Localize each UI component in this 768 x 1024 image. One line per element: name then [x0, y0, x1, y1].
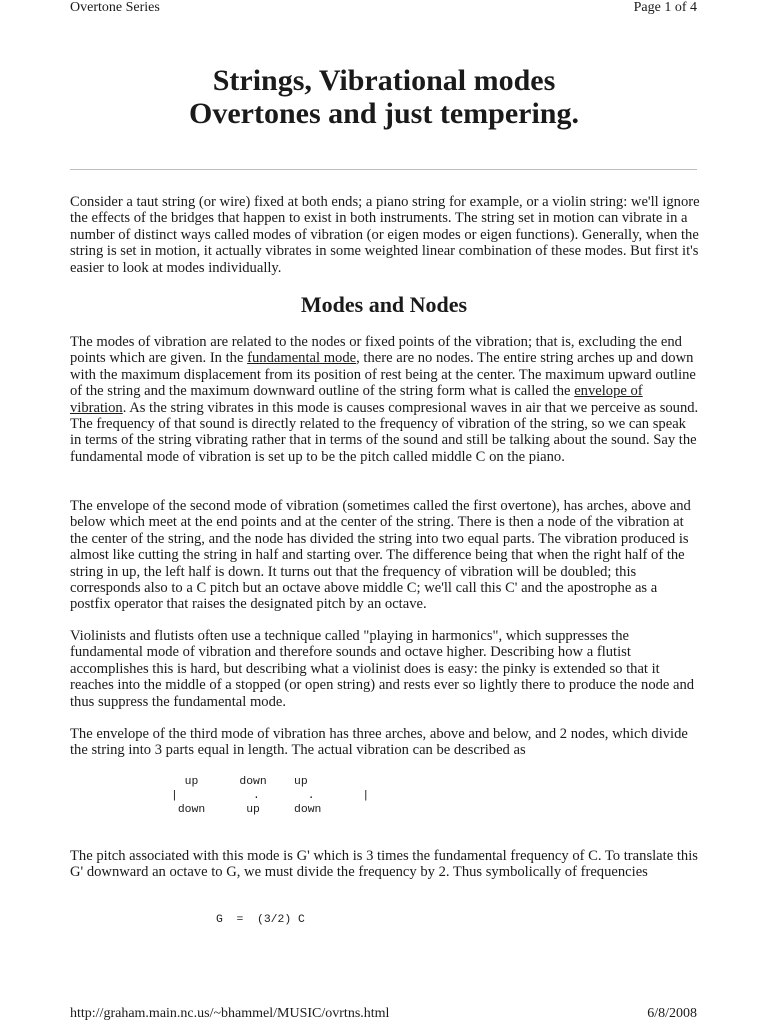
diagram-line-up: up down up	[171, 776, 308, 788]
fundamental-mode-link[interactable]: fundamental mode	[247, 350, 357, 367]
modes-text-c: . As the string vibrates in this mode is causes compresional waves in air that we perceive as sound. The frequency of that sound is directly related to the frequency of vibration of the string, so we can speak in terms of the string vibrating rather that in terms of the sound and still be talking about the sound. Say the fundamental mode of vibration is set up to be the pitch called middle C on the piano.	[70, 399, 699, 465]
modes-text-a: The modes of vibration are related to the nodes or fixed points of the vibration; that is, excluding the end points which are given. In the	[70, 334, 682, 367]
print-date: 6/8/2008	[647, 1006, 697, 1021]
diagram-line-string: | . . |	[171, 790, 370, 802]
envelope-of-vibration-link[interactable]: envelope of vibration	[70, 383, 643, 416]
modes-text-b: , there are no nodes. The entire string arches up and down with the maximum displacement from its position of rest being at the center. The maximum upward outline of the string and the maximum downward outline of the string form what is called the	[70, 350, 696, 400]
horizontal-divider	[70, 169, 697, 170]
title-line-1: Strings, Vibrational modes	[212, 64, 556, 97]
second-mode-paragraph: The envelope of the second mode of vibration (sometimes called the first overtone), has arches, above and below which meet at the end points and at the center of the string. There is then a node of the vibration at the center of the string, and the node has divided the string into two equal parts. The vibration produced is almost like cutting the string in half and starting over. The difference being that when the right half of the string in up, the left half is down. It turns out that the frequency of vibration will be doubled; this corresponds also to a C pitch but an octave above middle C; we'll call this C' and the apostrophe as a postfix operator that raises the designated pitch by an octave.	[70, 498, 691, 613]
document-title	[0, 64, 768, 130]
harmonics-paragraph: Violinists and flutists often use a technique called "playing in harmonics", which suppresses the fundamental mode of vibration and therefore sounds and octave higher. Describing how a flutist accomplishes this is hard, but describing what a violinist does is easy: the pinky is extended so that it reaches into the middle of a stopped (or open string) and rests ever so lightly there to produce the node and thus suppress the fundamental mode.	[70, 628, 695, 710]
title-line-2: Overtones and just tempering.	[189, 97, 579, 130]
frequency-formula: G = (3/2) C	[216, 914, 305, 926]
page-number: Page 1 of 4	[633, 0, 697, 15]
third-mode-paragraph: The envelope of the third mode of vibration has three arches, above and below, and 2 nodes, which divide the string into 3 parts equal in length. The actual vibration can be described as	[70, 726, 688, 759]
page-header-title: Overtone Series	[70, 0, 160, 15]
modes-paragraph	[70, 334, 700, 465]
intro-paragraph: Consider a taut string (or wire) fixed at both ends; a piano string for example, or a violin string: we'll ignore the effects of the bridges that happen to exist in both instruments. The string set in motion can vibrate in a number of distinct ways called modes of vibration (or eigen modes or eigen functions). Generally, when the string is set in motion, it actually vibrates in some weighted linear combination of these modes. But first it's easier to look at modes individually.	[70, 194, 700, 276]
diagram-line-down: down up down	[171, 804, 322, 816]
pitch-paragraph: The pitch associated with this mode is G' which is 3 times the fundamental frequency of C. To translate this G' downward an octave to G, we must divide the frequency by 2. Thus symbolically of frequencies	[70, 848, 698, 881]
source-url: http://graham.main.nc.us/~bhammel/MUSIC/ovrtns.html	[70, 1006, 390, 1021]
section-heading: Modes and Nodes	[300, 292, 468, 317]
